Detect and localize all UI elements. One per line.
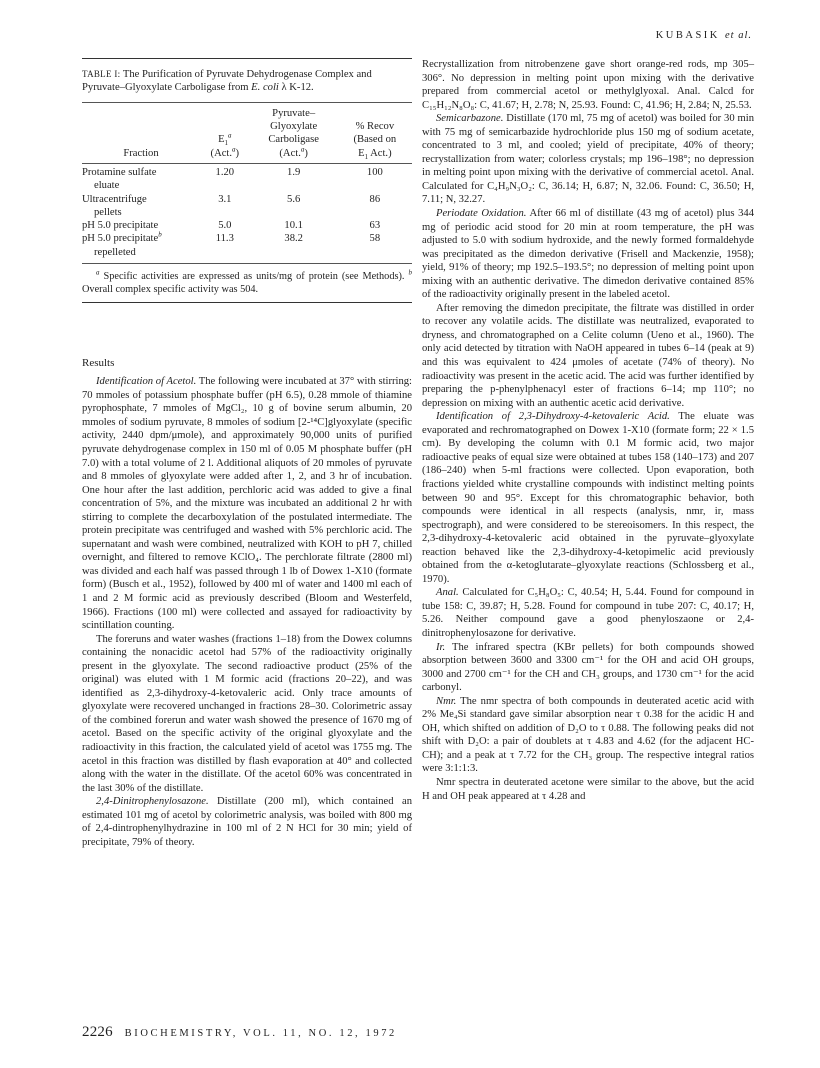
right-column	[422, 58, 754, 803]
table-title-species: E. coli	[251, 82, 279, 94]
cell-recovery: 86	[369, 193, 381, 205]
table-foot-rule	[82, 263, 412, 264]
table-block	[82, 58, 412, 303]
cell-recovery: 100	[366, 167, 383, 178]
paragraph: After removing the dimedon precipitate, the filtrate was distilled in order to recover any volatile acids. The distillate was neutralized, evaporated to dryness, and chromatographed on a Celite column (Ueno et al., 1960). The only acid detected by titration with NaOH appeared in tubes 6–14 (peak at 9) and this was equivalent to 424 μmoles of acetate (74% of theory). No radioactivity was present in the acetic acid. The acid was further identified by preparing the p-phenylphenacyl ester of fractions 6–14; mp 110°; no depression on mixing with an authentic acetic acid derivative.	[422, 302, 754, 409]
page-number: 2226	[82, 1024, 113, 1040]
cell-e1: 1.20	[215, 167, 235, 178]
running-head-author: KUBASIK	[655, 30, 720, 41]
cell-fraction: pH 5.0 precipitate	[82, 220, 159, 232]
purification-table	[82, 103, 412, 259]
running-head-etal: et al.	[725, 30, 752, 41]
paragraph: Identification of Acetol. The following were incubated at 37° with stirring: 70 mmoles of potassium phosphate buffer (pH 6.5), 0.28 mmole of thiamine pyrophosphate, 7 mmoles of MgCl₂, 10 g of bovine serum albumin, 20 mmoles of sodium pyruvate, 8 mmoles of sodium [2-¹⁴C]glyoxylate (specific activity, 2440 dpm/μmole), and approximately 90,000 units of purified pyruvate dehydrogenase complex in 150 ml of 0.05 M phosphate buffer (pH 7.0) with a total volume of 2 l. Additional aliquots of 20 mmoles of pyruvate and 8 mmoles of glyoxylate were added after 1, 2, and 3 hr of incubation. One hour after the last addition, perchloric acid was added to give a final concentration of 5%, and the mixture was incubated an additional 2 hr with stirring to complete the decarboxylation of the postulated intermediate. The protein precipitate was centrifuged and washed with 5% perchloric acid. The supernatant and wash were combined, neutralized with KOH to pH 7, chilled overnight, and filtered to remove KClO₄. The perchlorate filtrate (2800 ml) was divided and each half was passed through 1 lb of Dowex 1-X10 (formate form) (Busch et al., 1952), followed by 400 ml of water and 1400 ml each of 1 and 2 M formic acid as previously described (Bloom and Westerfeld, 1966). Fractions (100 ml) were collected and assayed for radioactivity by scintillation counting.	[82, 376, 412, 632]
col-header-recovery: % Recov (Based on $E_1$ Act.)	[353, 121, 397, 161]
cell-e1: 5.0	[218, 220, 232, 232]
paragraph: Periodate Oxidation. After 66 ml of distillate (43 mg of acetol) plus 344 mg of periodic acid stood for 20 min at room temperature, the pH was adjusted to 5.0 with sodium hydroxide, and the newly formed formaldehyde was precipitated as the dimedon derivative (Frisell and Mackenzie, 1958); yield, 91% of theory; mp 192.5–193.5°; no depression of melting point upon mixing with an authentic derivative. The dimedon derivative contained 85% of the radioactivity originally present in the labeled acetol.	[422, 208, 754, 301]
paragraph: Identification of 2,3-Dihydroxy-4-ketovaleric Acid. The eluate was evaporated and rechromatographed on Dowex 1-X10 (formate form; 22 × 1.5 cm). By developing the column with 0.1 M formic acid, two major radioactive peaks of equal size were obtained at tubes 158 (140–173) and 207 (186–240) when 5-ml fractions were collected. Upon evaporation, both fractions yielded white crystalline compounds with indistinct melting points between 90 and 95°. Except for this chromatographic behavior, both compounds were identical in all respects (analysis, nmr, ir, mass spectrograph), and were considered to be stereoisomers. In this respect, the 2,3-dihydroxy-4-ketovaleric acid obtained in the pyruvate–glyoxylate reaction behaved like the 2,3-dihydroxy-4-ketopimelic acid previously obtained from the α-ketoglutarate–glyoxylate reactions (Schlossberg et al., 1970).	[422, 411, 754, 585]
col-header-carboligase: Pyruvate– Glyoxylate Carboligase (Act.$^a$)	[268, 107, 319, 159]
cell-e1: 11.3	[215, 233, 234, 245]
cell-fraction: pH 5.0 precipitate$^b$ repelleted	[82, 230, 162, 258]
table-title-text: The Purification of Pyruvate Dehydrogenase Complex and Pyruvate–Glyoxylate Carboligase from	[82, 69, 372, 94]
cell-fraction: Ultracentrifuge pellets	[82, 193, 147, 218]
paragraph: Nmr. The nmr spectra of both compounds in deuterated acetic acid with 2% Me₄Si standard gave similar absorption near τ 0.38 for the acidic H and OH, which shifted on addition of D₂O to τ 0.88. The following peaks did not shift with D₂O: a pair of doublets at τ 4.83 and 4.62 (for the adjacent HC-CH); and a peak at τ 7.72 for the CH₃ group. The respective integral ratios were 3:1:1:3.	[422, 695, 754, 775]
table-row	[82, 164, 412, 193]
cell-e1: 3.1	[218, 193, 232, 205]
paragraph: Nmr spectra in deuterated acetone were similar to the above, but the acid H and OH peak appeared at τ 4.28 and	[422, 776, 754, 802]
running-head	[656, 30, 752, 41]
paragraph: Ir. The infrared spectra (KBr pellets) for both compounds showed absorption between 3600 and 3300 cm⁻¹ for the OH and acid OH groups, 3000 and 2700 cm⁻¹ for the CH and CH₃ groups, and 1730 cm⁻¹ for the acid carbonyl.	[422, 641, 754, 694]
col-header-e1: $E_1^a$ (Act.$^a$)	[210, 131, 240, 159]
cell-carboligase: 1.9	[287, 167, 301, 178]
paragraph: 2,4-Dinitrophenylosazone. Distillate (200 ml), which contained an estimated 101 mg of acetol by colorimetric analysis, was boiled with 800 mg of 2,4-dintrophenylhydrazine in 100 ml of 2 N HCl for 30 min; yield of precipitate, 79% of theory.	[82, 796, 412, 848]
paragraph: The foreruns and water washes (fractions 1–18) from the Dowex columns containing the nonacidic acetol had 57% of the radioactivity originally present in the glyoxylate. The second radioactive product (25% of the original) was eluted with 1 M formic acid (fractions 20–22), and was identified as 2,3-dihydroxy-4-ketovaleric acid. Only trace amounts of glyoxylate were recovered unchanged in fractions 28–30. Colorimetric assay of the combined forerun and water wash showed the presence of 1670 mg of acetol. Based on the specific activity of the original glyoxylate and the radioactivity in this fraction, the calculated yield of acetol was 1755 mg. The acetol in this fraction was distilled by flash evaporation at 40° and collected along with the water in the distillate. Of the acetol 60% was concentrated in the last 30% of the distillate.	[82, 633, 412, 794]
cell-recovery: 58	[369, 233, 381, 245]
cell-fraction: Protamine sulfate eluate	[82, 167, 157, 192]
cell-recovery: 63	[369, 220, 381, 232]
paragraph: Semicarbazone. Distillate (170 ml, 75 mg of acetol) was boiled for 30 min with 75 mg of semicarbazide hydrochloride plus 150 mg of sodium acetate, concentrated to 3 ml, and cooled; yield of precipitate, 40% of theory; recrystallization from water; colorless crystals; mp 196–198°; no depression in melting point upon mixing with the derivative of commercial acetol. Anal. Calculated for C₄H₉N₃O₂: C, 36.14; H, 6.87; N, 32.06. Found: C, 36.50; H, 7.11; N, 32.27.	[422, 113, 754, 206]
table-title-strain: λ K-12.	[281, 82, 314, 94]
paragraph: Anal. Calculated for C₅H₈O₅: C, 40.54; H, 5.44. Found for compound in tube 158: C, 39.87; H, 5.28. Found for compound in tube 207: C, 40.17; H, 5.26. Neither compound gave a good phenyloszaone or 2,4-dinitrophenylosazone for derivative.	[422, 587, 754, 639]
table-label: TABLE I:	[82, 69, 121, 79]
table-row	[82, 219, 412, 232]
table-row	[82, 232, 412, 259]
left-column	[82, 58, 412, 849]
cell-carboligase: 10.1	[284, 220, 303, 232]
cell-carboligase: 38.2	[284, 233, 303, 245]
table-footnote: $^a$ Specific activities are expressed as units/mg of protein (see Methods). $^b$ Overall complex specific activity was 504.	[82, 268, 412, 296]
table-bottom-rule	[82, 302, 412, 303]
table-header-row	[82, 103, 412, 163]
results-heading: Results	[82, 356, 115, 369]
journal-citation: BIOCHEMISTRY, VOL. 11, NO. 12, 1972	[124, 1028, 397, 1039]
page-footer	[82, 1024, 397, 1041]
table-top-rule	[82, 58, 412, 59]
col-header-fraction: Fraction	[123, 147, 159, 159]
table-title	[82, 68, 412, 95]
paragraph: Recrystallization from nitrobenzene gave short orange-red rods, mp 305–306°. No depression in melting point upon mixing with the derivative prepared from commercial acetol or methylglyoxal. Anal. Calcd for C₁₅H₁₂N₈O₈: C, 41.67; H, 2.78; N, 25.93. Found: C, 41.96; H, 2.84; N, 25.53.	[422, 59, 754, 111]
table-row	[82, 193, 412, 220]
cell-carboligase: 5.6	[287, 193, 301, 205]
